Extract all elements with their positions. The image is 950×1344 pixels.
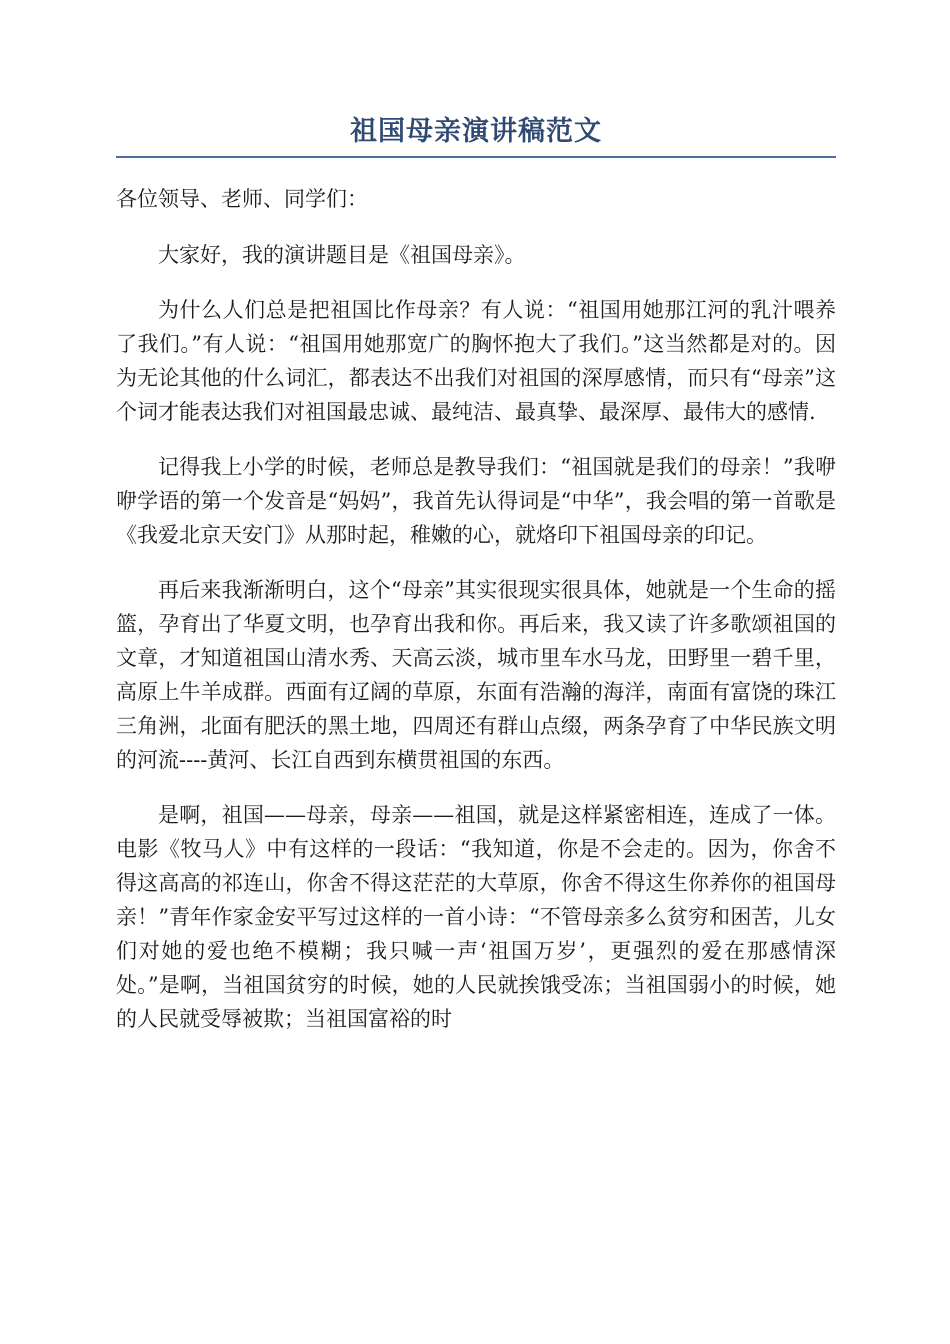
document-page	[116, 110, 836, 1036]
document-title: 祖国母亲演讲稿范文	[350, 116, 602, 147]
paragraph: 记得我上小学的时候，老师总是教导我们：“祖国就是我们的母亲！”我咿咿学语的第一个发音是“妈妈”，我首先认得词是“中华”，我会唱的第一首歌是《我爱北京天安门》从那时起，稚嫩的心，就烙印下祖国母亲的印记。	[116, 455, 836, 547]
salutation: 各位领导、老师、同学们：	[116, 187, 368, 211]
paragraph-intro: 大家好，我的演讲题目是《祖国母亲》。	[158, 243, 526, 267]
paragraph: 再后来我渐渐明白，这个“母亲”其实很现实很具体，她就是一个生命的摇篮，孕育出了华夏文明，也孕育出我和你。再后来，我又读了许多歌颂祖国的文章，才知道祖国山清水秀、天高云淡，城市里车水马龙，田野里一碧千里，高原上牛羊成群。西面有辽阔的草原，东面有浩瀚的海洋，南面有富饶的珠江三角洲，北面有肥沃的黑土地，四周还有群山点缀，两条孕育了中华民族文明的河流----黄河、长江自西到东横贯祖国的东西。	[116, 578, 836, 772]
title-underline	[116, 156, 836, 158]
paragraph: 为什么人们总是把祖国比作母亲？有人说：“祖国用她那江河的乳汁喂养了我们。”有人说：“祖国用她那宽广的胸怀抱大了我们。”这当然都是对的。因为无论其他的什么词汇，都表达不出我们对祖国的深厚感情，而只有“母亲”这个词才能表达我们对祖国最忠诚、最纯洁、最真挚、最深厚、最伟大的感情.	[116, 298, 836, 424]
paragraph: 是啊，祖国——母亲，母亲——祖国，就是这样紧密相连，连成了一体。电影《牧马人》中有这样的一段话：“我知道，你是不会走的。因为，你舍不得这高高的祁连山，你舍不得这茫茫的大草原，你舍不得这生你养你的祖国母亲！”青年作家金安平写过这样的一首小诗：“不管母亲多么贫穷和困苦，儿女们对她的爱也绝不模糊；我只喊一声‘祖国万岁’，更强烈的爱在那感情深处。”是啊，当祖国贫穷的时候，她的人民就挨饿受冻；当祖国弱小的时候，她的人民就受辱被欺；当祖国富裕的时	[116, 803, 836, 1031]
